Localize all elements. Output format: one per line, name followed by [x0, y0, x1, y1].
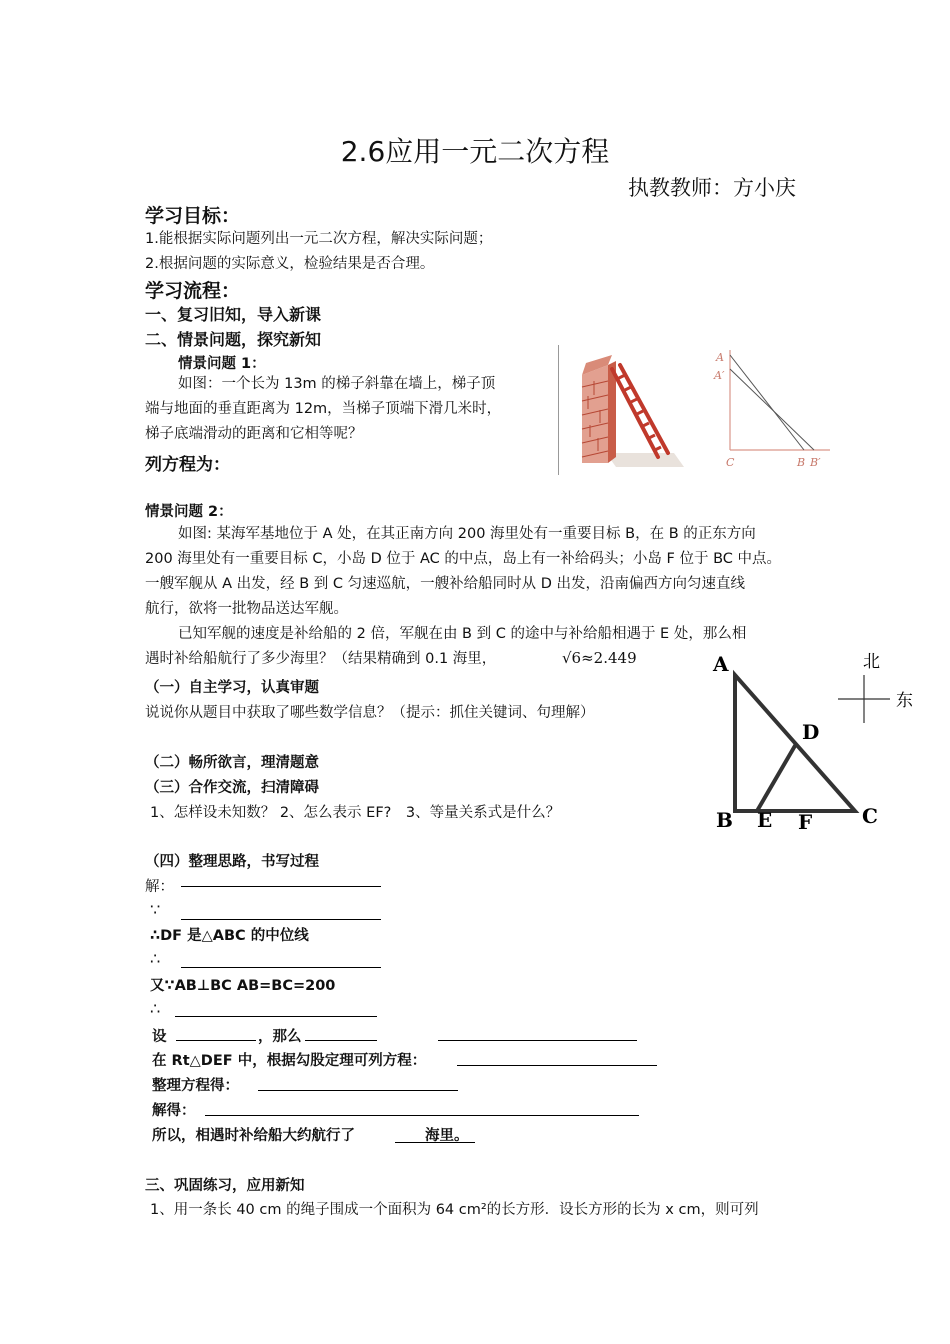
scenario-2-line: 一艘军舰从 A 出发，经 B 到 C 匀速巡航，一艘补给船同时从 D 出发，沿南偏西方向匀速直线 — [145, 576, 746, 592]
objective-item: 1.能根据实际问题列出一元二次方程，解决实际问题； — [145, 231, 493, 247]
scenario-2-line: 航行，欲将一批物品送达军舰。 — [145, 601, 348, 617]
label-f: F — [798, 810, 813, 834]
answer-blank[interactable] — [181, 951, 381, 968]
answer-blank[interactable] — [175, 1000, 377, 1017]
process-heading: 学习流程： — [145, 280, 241, 302]
exercise-1-text: 1、用一条长 40 cm 的绳子围成一个面积为 64 cm²的长方形．设长方形的长为 x cm，则可列 — [150, 1202, 759, 1218]
scenario-2-line: 200 海里处有一重要目标 C，小岛 D 位于 AC 的中点，岛上有一补给码头；小岛 F 位于 BC 中点。 — [145, 551, 782, 567]
scenario-1-line: 端与地面的垂直距离为 12m，当梯子顶端下滑几米时， — [145, 401, 502, 417]
label-a-prime: A′ — [714, 369, 725, 382]
label-b-prime: B′ — [810, 456, 821, 469]
let-label: 设 — [152, 1029, 167, 1045]
label-c: C — [862, 804, 878, 828]
scenario-1-title: 情景问题 1： — [178, 356, 266, 372]
subsection-4-heading: （四）整理思路，书写过程 — [145, 854, 319, 870]
scenario-1-line: 如图：一个长为 13m 的梯子斜靠在墙上，梯子顶 — [178, 376, 496, 392]
figure-divider — [558, 345, 559, 475]
answer-blank[interactable] — [305, 1024, 377, 1041]
ladder-diagram — [700, 345, 840, 475]
section-2-heading: 二、情景问题，探究新知 — [145, 330, 322, 349]
label-b: B — [797, 456, 806, 469]
brick-wall-ladder-image — [566, 345, 691, 475]
objective-item: 2.根据问题的实际意义，检验结果是否合理。 — [145, 256, 435, 272]
answer-blank[interactable] — [205, 1099, 639, 1116]
label-b: B — [716, 808, 733, 832]
nautical-miles-label: 海里。 — [425, 1128, 469, 1144]
scenario-2-line: 如图: 某海军基地位于 A 处，在其正南方向 200 海里处有一重要目标 B，在 B 的正东方向 — [178, 526, 756, 542]
therefore-symbol: ∴ — [150, 949, 161, 968]
subsection-1-text: 说说你从题目中获取了哪些数学信息？（提示：抓住关键词、句理解） — [145, 705, 595, 721]
subsection-3-text: 1、怎样设未知数？ 2、怎么表示 EF? 3、等量关系式是什么？ — [150, 805, 561, 821]
scenario-2-line: 已知军舰的速度是补给船的 2 倍，军舰在由 B 到 C 的途中与补给船相遇于 E 处，那么相 — [178, 626, 747, 642]
section-1-heading: 一、复习旧知，导入新课 — [145, 305, 322, 324]
label-d: D — [802, 720, 820, 744]
answer-blank[interactable] — [181, 870, 381, 887]
page-title: 2.6应用一元二次方程 — [340, 135, 610, 168]
subsection-1-heading: （一）自主学习，认真审题 — [145, 680, 319, 696]
label-a: A — [716, 351, 724, 364]
label-a: A — [713, 652, 729, 676]
section-3-heading: 三、巩固练习，应用新知 — [145, 1178, 305, 1194]
objectives-heading: 学习目标： — [145, 205, 241, 227]
ab-perp-bc-text: 又∵AB⊥BC AB=BC=200 — [150, 978, 336, 994]
solution-jie — [145, 875, 174, 896]
label-east: 东 — [896, 691, 913, 711]
therefore-symbol: ∴ — [150, 999, 161, 1018]
scenario-1-line: 梯子底端滑动的距离和它相等呢？ — [145, 426, 363, 442]
answer-blank[interactable] — [438, 1024, 637, 1041]
df-midline-text: ∴DF 是△ABC 的中位线 — [150, 928, 309, 944]
answer-blank[interactable] — [181, 903, 381, 920]
label-north: 北 — [863, 652, 880, 672]
scenario-2-title: 情景问题 2： — [145, 504, 233, 520]
label-c: C — [726, 456, 735, 469]
triangle-diagram — [705, 645, 930, 840]
equation-label: 列方程为： — [145, 455, 230, 475]
because-symbol: ∵ — [150, 900, 161, 919]
teacher-name: 执教教师：方小庆 — [628, 176, 796, 200]
simplify-label: 整理方程得： — [152, 1078, 239, 1094]
conclusion-text: 所以，相遇时补给船大约航行了 — [152, 1128, 355, 1144]
subsection-2-heading: （二）畅所欲言，理清题意 — [145, 755, 319, 771]
sqrt-note: √6≈2.449 — [562, 649, 637, 667]
jie-label: 解： — [145, 879, 174, 895]
rt-triangle-text: 在 Rt△DEF 中，根据勾股定理可列方程： — [152, 1053, 427, 1069]
scenario-2-line: 遇时补给船航行了多少海里？（结果精确到 0.1 海里， — [145, 651, 497, 667]
label-e: E — [757, 808, 773, 832]
answer-blank[interactable] — [176, 1024, 256, 1041]
solve-label: 解得： — [152, 1103, 196, 1119]
then-label: ，那么 — [258, 1029, 302, 1045]
answer-blank[interactable] — [457, 1049, 657, 1066]
answer-blank[interactable] — [258, 1074, 458, 1091]
subsection-3-heading: （三）合作交流，扫清障碍 — [145, 780, 319, 796]
